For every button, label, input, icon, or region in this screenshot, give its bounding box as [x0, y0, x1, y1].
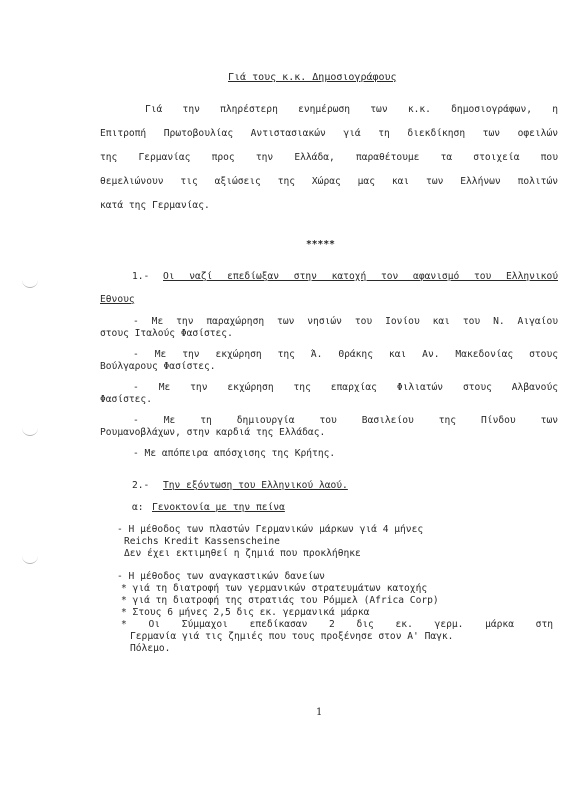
- margin-mark: [22, 277, 38, 288]
- method-item: * Στους 6 μήνες 2,5 δις εκ. γερμανικά μάρκα: [121, 607, 370, 618]
- section-number: 2.-: [132, 480, 150, 491]
- method-item: * γιά τη διατροφή της στρατιάς του Ρόμμελ (Africa Corp): [121, 595, 439, 606]
- section-heading: Την εξόντωση του Ελληνικού λαού.: [163, 480, 348, 491]
- page-number: 1: [316, 707, 323, 718]
- intro-line: κατά της Γερμανίας.: [100, 200, 210, 211]
- intro-line: Γιά την πληρέστερη ενημέρωση των κ.κ. δημοσιογράφων, η: [145, 104, 558, 115]
- intro-line: Επιτροπή Πρωτοβουλίας Αντιστασιακών γιά τη διεκδίκηση των οφειλών: [100, 128, 558, 139]
- section-number: 1.-: [132, 271, 150, 282]
- method-title: - Η μέθοδος των αναγκαστικών δανείων: [117, 571, 325, 582]
- method-item: * Οι Σύμμαχοι επεδίκασαν 2 δις εκ. γερμ. μάρκα στη: [121, 619, 553, 630]
- list-item: - Με απόπειρα απόσχισης της Κρήτης.: [133, 448, 336, 459]
- intro-line: της Γερμανίας προς την Ελλάδα, παραθέτουμε τα στοιχεία που: [100, 152, 558, 163]
- section-heading: Οι ναζί επεδίωξαν στην κατοχή τον αφανισμό του Ελληνικού: [163, 271, 558, 282]
- method-item: * γιά τη διατροφή των γερμανικών στρατευμάτων κατοχής: [121, 583, 428, 594]
- method-item-cont: Πόλεμο.: [130, 643, 171, 654]
- list-item-cont: Ρουμανοβλάχων, στην καρδιά της Ελλάδας.: [100, 427, 326, 438]
- section-heading-cont: Εθνους: [100, 294, 135, 305]
- separator: *****: [306, 239, 335, 250]
- list-item-cont: Βούλγαρους Φασίστες.: [100, 361, 216, 372]
- method-line: Reichs Kredit Kassenscheine: [124, 536, 280, 547]
- subsection-heading: Γενοκτονία με την πείνα: [152, 502, 285, 513]
- page-title: Γιά τους κ.κ. Δημοσιογράφους: [228, 72, 397, 83]
- list-item-cont: στους Ιταλούς Φασίστες.: [100, 328, 233, 339]
- method-line: - Η μέθοδος των πλαστών Γερμανικών μάρκων γιά 4 μήνες: [117, 524, 424, 535]
- intro-line: θεμελιώνουν τις αξιώσεις της Χώρας μας και των Ελλήνων πολιτών: [100, 176, 558, 187]
- list-item: - Με τη δημιουργία του Βασιλείου της Πίνδου των: [133, 415, 558, 426]
- margin-mark: [22, 425, 38, 436]
- method-line: Δεν έχει εκτιμηθεί η ζημιά που προκλήθηκε: [124, 548, 361, 559]
- margin-mark: [22, 553, 38, 564]
- list-item: - Με την εκχώρηση της επαρχίας Φιλιατών στους Αλβανούς: [133, 382, 558, 393]
- method-item-cont: Γερμανία γιά τις ζημιές που τους προξένησε στον Α' Παγκ.: [130, 631, 454, 642]
- list-item: - Με την εκχώρηση της Ά. Θράκης και Αν. Μακεδονίας στους: [133, 349, 558, 360]
- subsection-label: α:: [132, 502, 144, 513]
- list-item: - Με την παραχώρηση των νησιών του Ιονίου και του Ν. Αιγαίου: [133, 316, 558, 327]
- list-item-cont: Φασίστες.: [100, 394, 152, 405]
